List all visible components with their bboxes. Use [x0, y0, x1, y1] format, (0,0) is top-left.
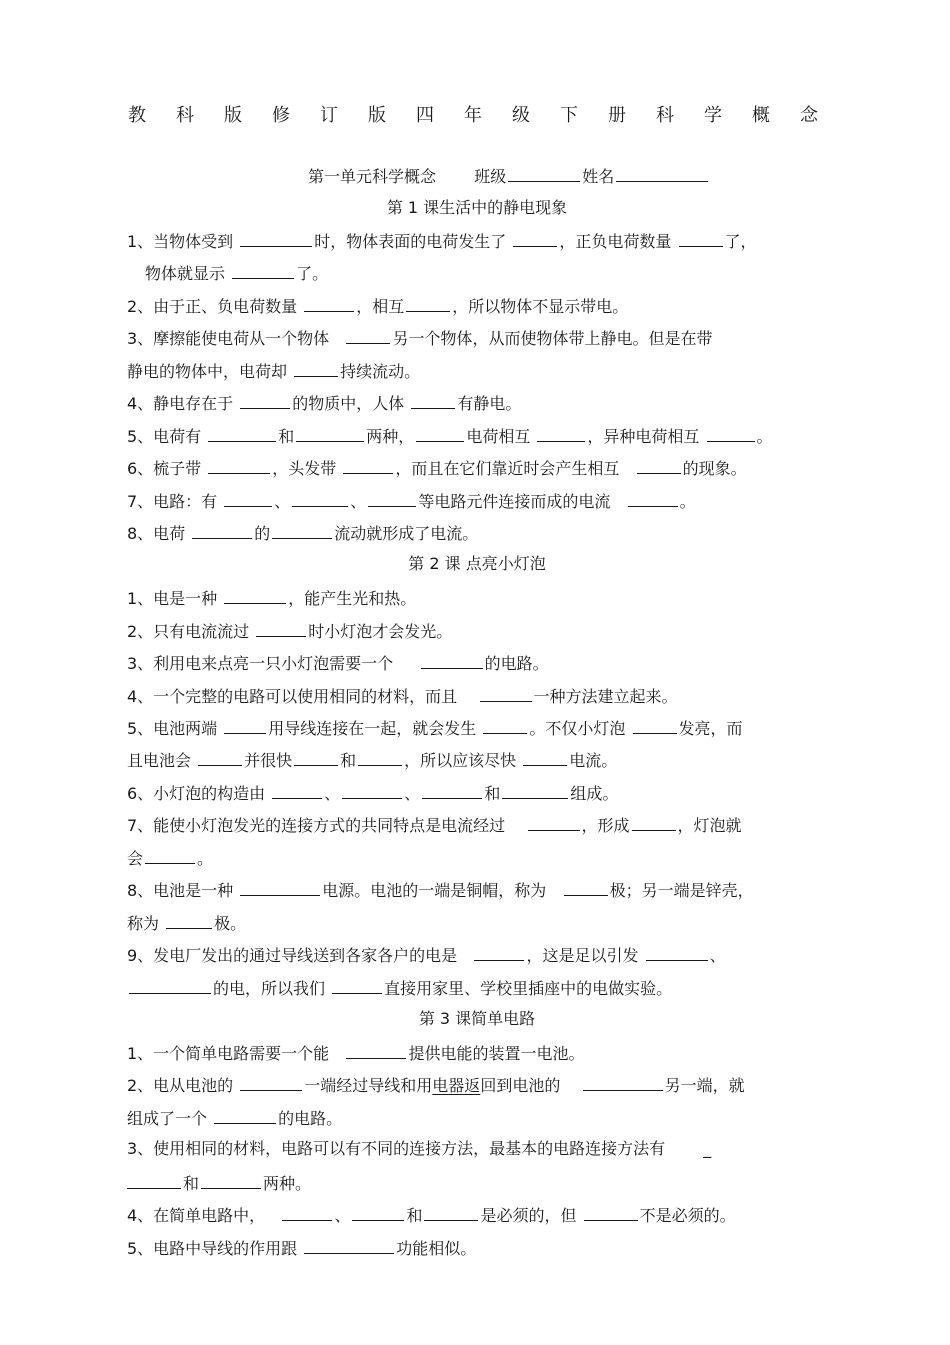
title-char: 学 [704, 105, 722, 126]
title-char: 下 [560, 105, 578, 126]
question-3-4: 4、在简单电路中， 、 和 是必须的，但 不是必须的。 [127, 1203, 827, 1225]
title-char: 四 [416, 105, 434, 126]
answer-blank[interactable] [224, 586, 286, 604]
question-1-8: 8、电荷 的 流动就形成了电流。 [127, 521, 827, 543]
answer-blank[interactable] [416, 424, 464, 442]
document-title [128, 104, 818, 128]
answer-blank[interactable] [208, 456, 270, 474]
answer-blank[interactable] [129, 976, 211, 994]
answer-blank[interactable] [201, 1171, 261, 1189]
question-3-3-cont: 和 两种。 [127, 1171, 827, 1193]
question-1-7: 7、电路：有 、 、 等电路元件连接而成的电流 。 [127, 489, 827, 511]
question-1-1-cont: 物体就显示 了。 [145, 261, 845, 283]
answer-blank[interactable] [358, 748, 402, 766]
answer-blank[interactable] [296, 424, 364, 442]
question-1-1: 1、当物体受到 时，物体表面的电荷发生了 ，正负电荷数量 了， [127, 229, 827, 251]
question-1-2: 2、由于正、负电荷数量 ，相互 ，所以物体不显示带电。 [127, 294, 827, 316]
title-char: 修 [272, 105, 290, 126]
answer-blank[interactable] [528, 813, 580, 831]
answer-blank[interactable] [240, 878, 320, 896]
question-1-6: 6、梳子带 ，头发带 ，而且在它们靠近时会产生相互 的现象。 [127, 456, 827, 478]
answer-blank[interactable] [564, 878, 608, 896]
answer-blank[interactable] [224, 716, 266, 734]
question-2-7: 7、能使小灯泡发光的连接方式的共同特点是电流经过 ，形成 ，灯泡就 [127, 813, 827, 835]
answer-blank[interactable] [145, 846, 195, 864]
question-2-9-cont: 的电，所以我们 直接用家里、学校里插座中的电做实验。 [127, 976, 827, 998]
title-char: 册 [608, 105, 626, 126]
answer-blank[interactable] [282, 1203, 332, 1221]
answer-blank[interactable] [127, 1171, 181, 1189]
question-3-5: 5、电路中导线的作用跟 功能相似。 [127, 1236, 827, 1258]
answer-blank[interactable] [342, 781, 402, 799]
answer-blank[interactable] [513, 229, 557, 247]
answer-blank[interactable] [343, 456, 393, 474]
answer-blank[interactable] [633, 716, 677, 734]
title-char: 概 [752, 105, 770, 126]
answer-blank[interactable] [166, 911, 212, 929]
answer-blank[interactable] [474, 943, 524, 961]
answer-blank[interactable] [346, 1041, 406, 1059]
unit-header [308, 164, 738, 186]
name-label: 姓名 [582, 167, 615, 186]
question-2-7-cont: 会 。 [127, 846, 827, 868]
question-1-4: 4、静电存在于 的物质中，人体 有静电。 [127, 391, 827, 413]
answer-blank[interactable] [352, 1203, 404, 1221]
question-2-5-cont: 且电池会 并很快 和 ，所以应该尽快 电流。 [127, 748, 827, 770]
lesson-3-title: 第 3 课简单电路 [418, 1009, 536, 1028]
class-blank[interactable] [508, 164, 580, 182]
question-2-8: 8、电池是一种 电源。电池的一端是铜帽，称为 极；另一端是锌壳， [127, 878, 827, 900]
answer-blank[interactable] [224, 489, 272, 507]
answer-blank[interactable] [628, 489, 678, 507]
question-1-3-cont: 静电的物体中，电荷却 持续流动。 [127, 359, 827, 381]
answer-blank[interactable] [424, 1203, 478, 1221]
question-1-5: 5、电荷有 和 两种， 电荷相互 ，异种电荷相互 。 [127, 424, 827, 446]
question-2-2: 2、只有电流流过 时小灯泡才会发光。 [127, 619, 827, 641]
class-label: 班级 [474, 167, 507, 186]
question-2-4: 4、一个完整的电路可以使用相同的材料，而且 一种方法建立起来。 [127, 684, 827, 706]
question-3-3: 3、使用相同的材料，电路可以有不同的连接方法，最基本的电路连接方法有 _ [127, 1139, 712, 1158]
answer-blank[interactable] [208, 424, 276, 442]
name-blank[interactable] [616, 164, 708, 182]
answer-blank[interactable] [637, 456, 681, 474]
question-2-8-cont: 称为 极。 [127, 911, 827, 933]
answer-blank[interactable] [707, 424, 755, 442]
answer-blank[interactable] [422, 781, 482, 799]
unit-label: 第一单元科学概念 [308, 167, 437, 186]
title-char: 教 [128, 105, 146, 126]
answer-blank[interactable] [332, 976, 382, 994]
answer-blank[interactable] [240, 229, 312, 247]
question-2-5: 5、电池两端 用导线连接在一起，就会发生 。不仅小灯泡 发亮，而 [127, 716, 827, 738]
answer-blank[interactable] [304, 294, 354, 312]
title-char: 版 [368, 105, 386, 126]
answer-blank[interactable] [679, 229, 723, 247]
question-1-3: 3、摩擦能使电荷从一个物体 另一个物体，从而使物体带上静电。但是在带 [127, 326, 827, 348]
answer-blank[interactable] [198, 748, 242, 766]
answer-blank[interactable] [411, 391, 455, 409]
question-2-1: 1、电是一种 ，能产生光和热。 [127, 586, 827, 608]
answer-blank[interactable] [304, 1236, 394, 1254]
answer-blank[interactable] [256, 619, 306, 637]
answer-blank[interactable] [272, 781, 322, 799]
title-char: 念 [800, 105, 818, 126]
title-char: 订 [320, 105, 338, 126]
answer-blank[interactable] [272, 521, 332, 539]
underlined-text: 电器返 [432, 1076, 481, 1095]
question-2-6: 6、小灯泡的构造由 、 、 和 组成。 [127, 781, 827, 803]
title-char: 年 [464, 105, 482, 126]
answer-blank[interactable] [421, 651, 483, 669]
question-2-3: 3、利用电来点亮一只小灯泡需要一个 的电路。 [127, 651, 827, 673]
answer-blank[interactable] [240, 391, 290, 409]
answer-blank[interactable] [368, 489, 416, 507]
question-3-2: 2、电从电池的 一端经过导线和用电器返回到电池的 另一端，就 [127, 1073, 827, 1095]
answer-blank[interactable] [292, 489, 348, 507]
answer-blank[interactable] [192, 521, 252, 539]
answer-blank[interactable] [214, 1106, 276, 1124]
title-char: 科 [656, 105, 674, 126]
title-char: 级 [512, 105, 530, 126]
answer-blank[interactable] [232, 261, 294, 279]
answer-blank[interactable] [502, 781, 568, 799]
answer-blank[interactable] [294, 748, 338, 766]
question-2-9: 9、发电厂发出的通过导线送到各家各户的电是 ，这是足以引发 、 [127, 943, 827, 965]
question-3-2-cont: 组成了一个 的电路。 [127, 1106, 827, 1128]
answer-blank[interactable] [480, 684, 532, 702]
lesson-1-title: 第 1 课生活中的静电现象 [386, 198, 568, 217]
question-3-1: 1、一个简单电路需要一个能 提供电能的装置一电池。 [127, 1041, 827, 1063]
lesson-2-title: 第 2 课 点亮小灯泡 [408, 554, 546, 573]
answer-blank[interactable] [537, 424, 585, 442]
answer-blank[interactable] [632, 813, 676, 831]
answer-blank[interactable] [646, 943, 708, 961]
answer-blank[interactable] [523, 748, 567, 766]
answer-blank[interactable] [584, 1203, 638, 1221]
answer-blank[interactable] [483, 716, 527, 734]
title-char: 科 [176, 105, 194, 126]
answer-blank[interactable] [294, 359, 338, 377]
answer-blank[interactable] [406, 294, 450, 312]
answer-blank[interactable] [583, 1073, 663, 1091]
answer-blank[interactable] [240, 1073, 302, 1091]
answer-blank[interactable] [346, 326, 390, 344]
title-char: 版 [224, 105, 242, 126]
